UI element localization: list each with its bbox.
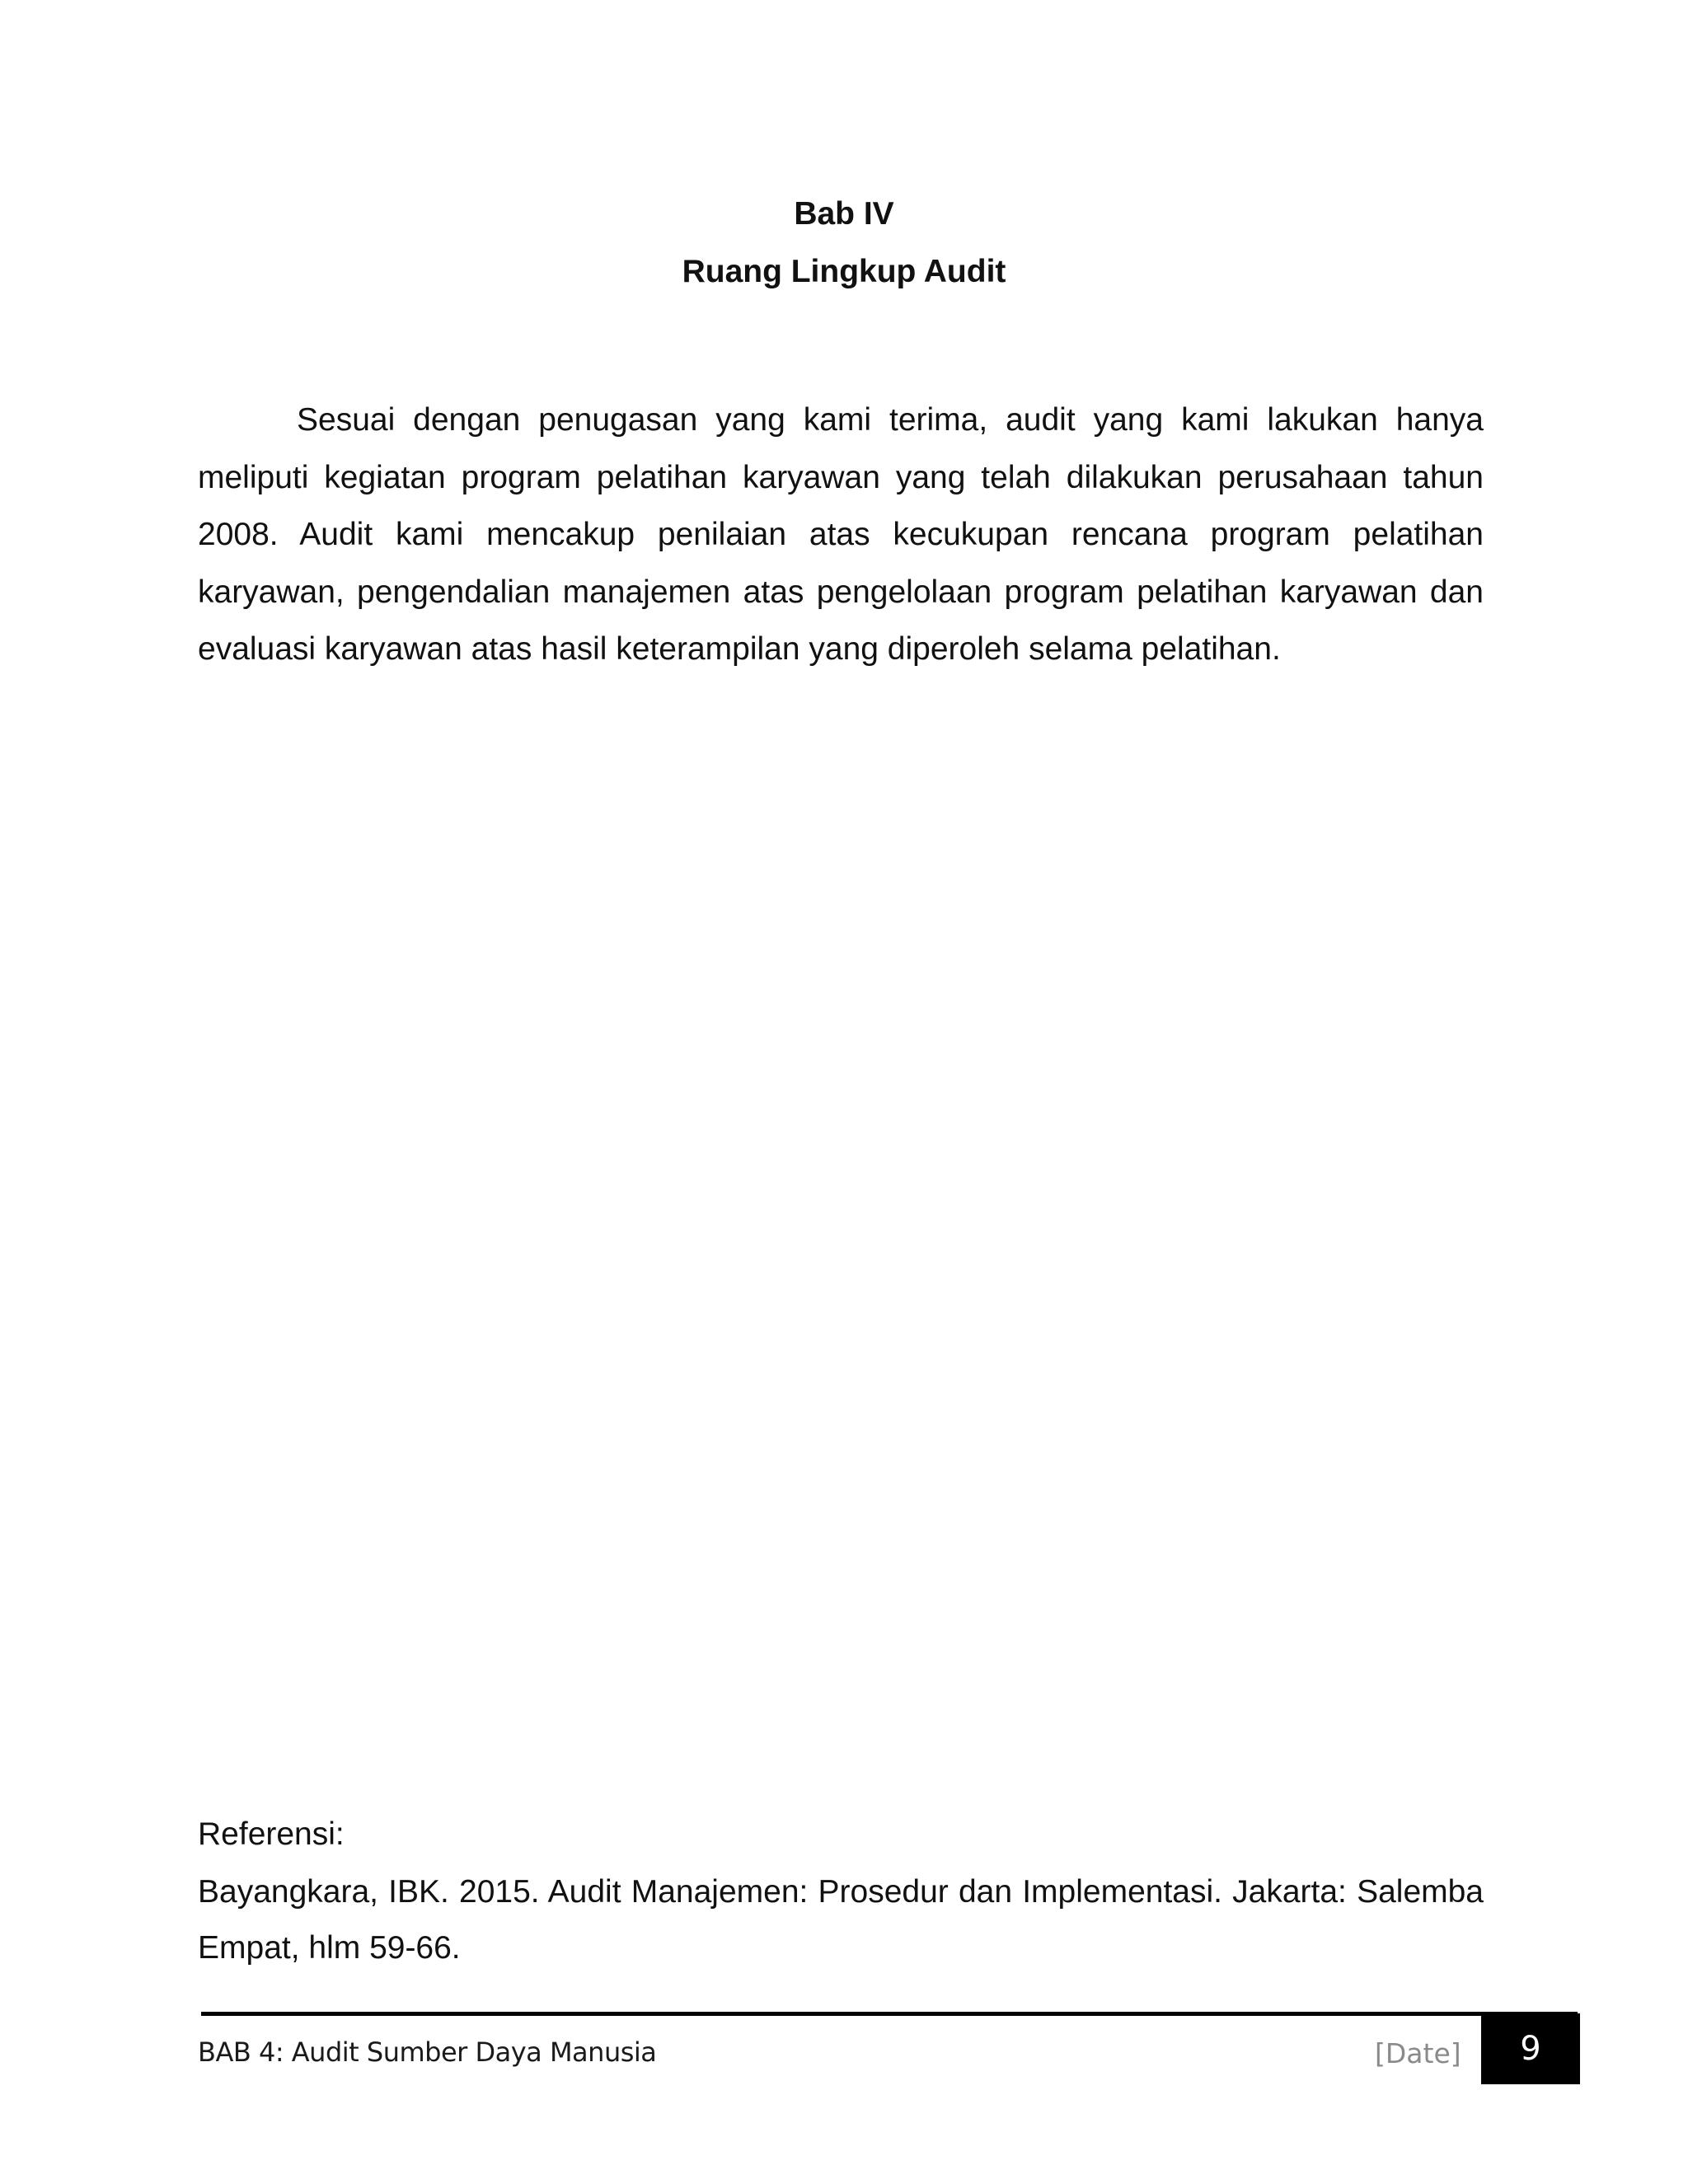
body-paragraph: Sesuai dengan penugasan yang kami terima, audit yang kami lakukan hanya meliputi kegiatan program pelatihan karyawan yang telah dilakukan perusahaan tahun 2008. Audit kami mencakup penilaian atas kecukupan rencana program pelatihan karyawan, pengendalian manajemen atas pengelolaan program pelatihan karyawan dan evaluasi karyawan atas hasil keterampilan yang diperoleh selama pelatihan.: [198, 402, 1484, 667]
footer-chapter-text: BAB 4: Audit Sumber Daya Manusia: [198, 2036, 657, 2068]
chapter-title: Ruang Lingkup Audit: [682, 254, 1006, 289]
page-number: 9: [1520, 2030, 1541, 2068]
page-number-box: [1481, 2013, 1580, 2084]
chapter-label: Bab IV: [794, 196, 894, 232]
references-heading: Referensi:: [198, 1816, 345, 1852]
footer-date-placeholder: [Date]: [1375, 2037, 1461, 2069]
footer-divider: [201, 2012, 1578, 2016]
reference-entry: Bayangkara, IBK. 2015. Audit Manajemen: Prosedur dan Implementasi. Jakarta: Salemba Empat, hlm 59-66.: [198, 1874, 1484, 1966]
